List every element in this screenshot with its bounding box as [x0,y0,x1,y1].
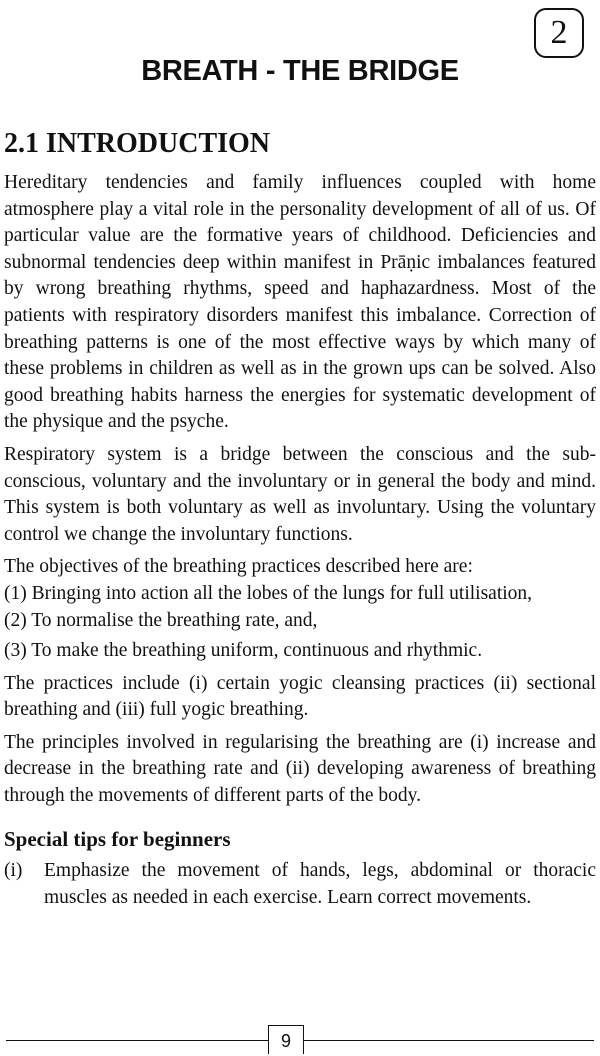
paragraph-practices: The practices include (i) certain yogic cleansing practices (ii) sectional breathing and (iii) full yogic breathing. [4,672,596,721]
footer-rule-left [6,1040,268,1041]
paragraph-principles: The principles involved in regularising the breathing are (i) increase and decrease in the breathing rate and (ii) developing awareness of breathing through the movements of different parts of the body. [4,731,596,807]
objective-item: (1) Bringing into action all the lobes of the lungs for full utilisation, [4,582,533,604]
tip-text: Emphasize the movement of hands, legs, abdominal or thoracic muscles as needed in each exercise. Learn correct movements. [44,860,596,908]
tip-item [4,858,596,911]
paragraph-objectives-lead: The objectives of the breathing practices described here are: [4,556,473,578]
chapter-title: BREATH - THE BRIDGE [141,55,459,87]
footer-rule-right [304,1040,594,1041]
section-heading: 2.1 INTRODUCTION [4,128,271,159]
objective-item: (3) To make the breathing uniform, continuous and rhythmic. [4,640,483,662]
paragraph-respiratory-bridge: Respiratory system is a bridge between the conscious and the sub-conscious, voluntary and the involuntary or in general the body and mind. This system is both voluntary as well as involuntary. Using the voluntary control we change the involuntary functions. [4,443,596,545]
body-text [4,170,596,911]
page-number: 9 [268,1025,304,1054]
paragraph-intro: Hereditary tendencies and family influences coupled with home atmosphere play a vital role in the personality development of all of us. Of particular value are the formative years of childhood. Deficiencies and subnormal tendencies deep within manifest in Prāṇic imbalances featured by wrong breathing rhythms, speed and haphazardness. Most of the patients with respiratory disorders manifest this imbalance. Correction of breathing patterns is one of the most effective ways by which many of these problems in children as well as in the grown ups can be solved. Also good breathing habits harness the energies for systematic development of the physique and the psyche. [4,172,596,433]
tip-number: (i) [4,860,23,882]
chapter-number-box: 2 [534,8,584,58]
tips-heading: Special tips for beginners [4,826,231,851]
objective-item: (2) To normalise the breathing rate, and, [4,609,318,631]
